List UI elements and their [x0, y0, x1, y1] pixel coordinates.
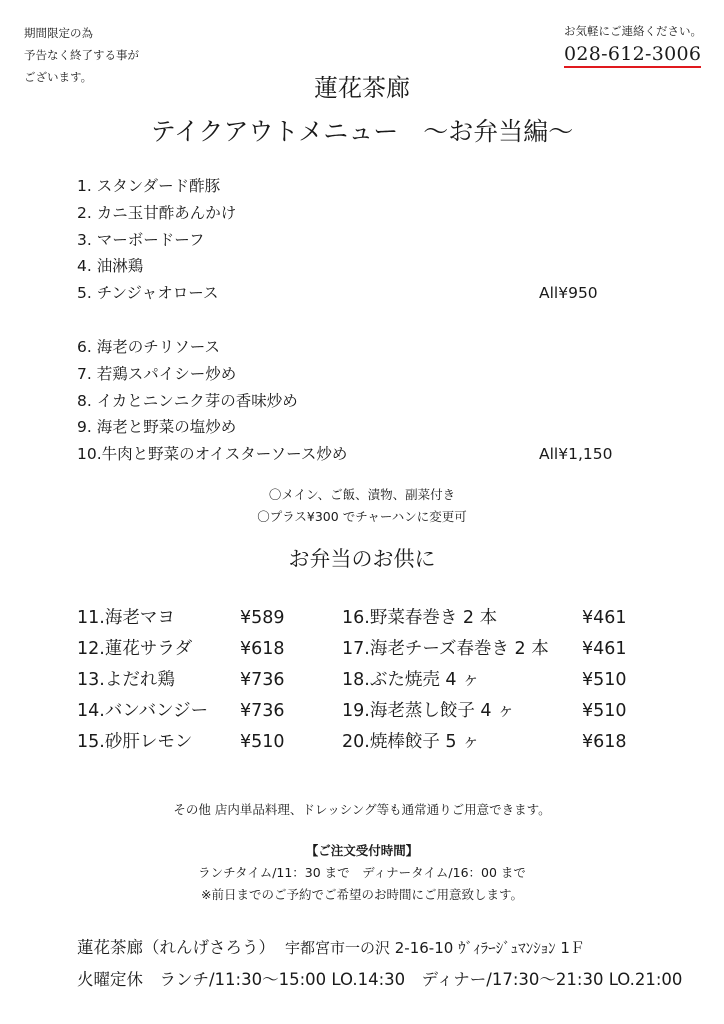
- menu-item-label: 6. 海老のチリソース: [77, 337, 220, 356]
- list-item: [77, 361, 637, 388]
- list-item: [77, 227, 637, 254]
- list-item: [77, 334, 637, 361]
- side-item-price: ¥510: [582, 701, 627, 721]
- sides-title: お弁当のお供に: [288, 547, 436, 571]
- store-footer: [77, 932, 682, 995]
- list-item: [77, 696, 337, 727]
- list-item: [77, 665, 337, 696]
- side-item-price: ¥461: [582, 639, 627, 659]
- menu-item-label: 4. 油淋鶏: [77, 257, 144, 276]
- menu-item-label: 7. 若鶏スパイシー炒め: [77, 364, 237, 383]
- side-item-price: ¥510: [240, 732, 285, 752]
- notice-line: ございます。: [24, 70, 93, 84]
- store-hours: 火曜定休 ランチ/11:30～15:00 LO.14:30 ディナー/17:30～21:30 LO.21:00: [77, 970, 683, 989]
- side-item-label: 11.海老マヨ: [77, 608, 175, 628]
- other-items-note: その他 店内単品料理、ドレッシング等も通常通りご用意できます。: [173, 802, 551, 817]
- page-subtitle: テイクアウトメニュー ～お弁当編～: [150, 117, 574, 146]
- list-item: [77, 173, 637, 200]
- menu-item-label: 10.牛肉と野菜のオイスターソース炒め: [77, 445, 348, 464]
- list-item: [77, 441, 637, 468]
- menu-item-label: 8. イカとニンニク芽の香味炒め: [77, 391, 298, 410]
- side-item-price: ¥618: [582, 732, 627, 752]
- order-hours-heading: 【ご注文受付時間】: [305, 843, 419, 858]
- page-title: 蓮花茶廊: [314, 74, 410, 102]
- list-item: [77, 414, 637, 441]
- order-hours-times: ランチタイム/11：30 まで ディナータイム/16：00 まで: [198, 865, 526, 880]
- list-item: [77, 603, 337, 634]
- side-item-label: 17.海老チーズ春巻き 2 本: [342, 639, 549, 659]
- notice-line: 期間限定の為: [24, 26, 93, 40]
- side-item-price: ¥510: [582, 670, 627, 690]
- contact-block: [564, 22, 702, 68]
- sides-list-left: [77, 603, 337, 758]
- list-item: [77, 388, 637, 415]
- side-item-price: ¥736: [240, 701, 285, 721]
- menu-item-label: 2. カニ玉甘酢あんかけ: [77, 203, 237, 222]
- side-item-label: 18.ぶた焼売 4 ヶ: [342, 670, 480, 690]
- list-item: [342, 696, 662, 727]
- order-hours-note: ※前日までのご予約でご希望のお時間にご用意致します。: [201, 887, 523, 902]
- list-item: [342, 665, 662, 696]
- note-line: 〇プラス¥300 でチャーハンに変更可: [257, 509, 467, 524]
- side-item-label: 14.バンバンジー: [77, 701, 209, 721]
- notice-line: 予告なく終了する事が: [24, 48, 139, 62]
- side-item-price: ¥589: [240, 608, 285, 628]
- list-item: [342, 634, 662, 665]
- side-item-label: 19.海老蒸し餃子 4 ヶ: [342, 701, 515, 721]
- side-item-price: ¥461: [582, 608, 627, 628]
- list-item: [77, 280, 637, 307]
- list-item: [342, 603, 662, 634]
- side-item-label: 20.焼棒餃子 5 ヶ: [342, 732, 480, 752]
- list-item: [342, 727, 662, 758]
- side-item-label: 13.よだれ鶏: [77, 670, 175, 690]
- store-name: 蓮花茶廊（れんげさろう）: [77, 938, 275, 957]
- menu-item-label: 5. チンジャオロース: [77, 284, 219, 303]
- bento-menu-list: [77, 173, 637, 468]
- store-address: 宇都宮市一の沢 2-16-10 ｳﾞｨﾗｰｼﾞｭﾏﾝｼｮﾝ 1Ｆ: [285, 939, 585, 957]
- list-item: [77, 253, 637, 280]
- list-item: [77, 200, 637, 227]
- side-item-price: ¥736: [240, 670, 285, 690]
- sides-list-right: [342, 603, 662, 758]
- side-item-label: 12.蓮花サラダ: [77, 639, 193, 659]
- side-item-price: ¥618: [240, 639, 285, 659]
- menu-item-label: 3. マーボードーフ: [77, 230, 205, 249]
- order-hours: [0, 840, 724, 906]
- contact-label: お気軽にご連絡ください。: [564, 24, 702, 38]
- bento-notes: [0, 484, 724, 528]
- note-line: 〇メイン、ご飯、漬物、副菜付き: [268, 487, 456, 502]
- side-item-label: 15.砂肝レモン: [77, 732, 193, 752]
- group-price: All¥950: [539, 284, 598, 303]
- list-item: [77, 727, 337, 758]
- group-price: All¥1,150: [539, 445, 613, 464]
- list-item: [77, 634, 337, 665]
- side-item-label: 16.野菜春巻き 2 本: [342, 608, 498, 628]
- menu-item-label: 1. スタンダード酢豚: [77, 177, 221, 195]
- phone-number: 028-612-3006: [564, 43, 701, 68]
- menu-item-label: 9. 海老と野菜の塩炒め: [77, 418, 237, 437]
